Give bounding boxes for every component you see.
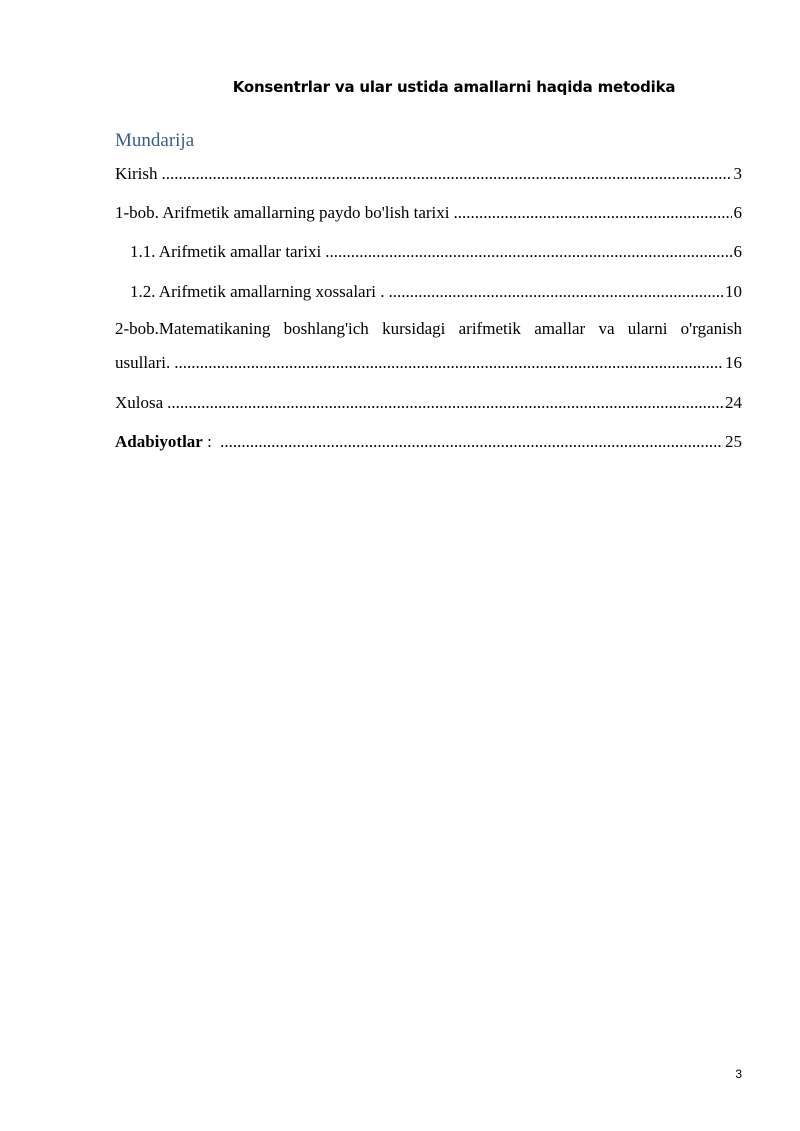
toc-entry-label-rest: : (202, 432, 217, 451)
toc-heading: Mundarija (115, 130, 195, 151)
toc-entry-label: 1-bob. Arifmetik amallarning paydo bo'lish tarixi (115, 203, 450, 222)
page-number: 3 (735, 1067, 742, 1081)
toc-leader-dots (388, 281, 723, 303)
toc-entry-label-wrap (115, 431, 216, 453)
toc-entry-page: 16 (725, 353, 742, 372)
toc-entry-section-1-2[interactable] (130, 281, 742, 303)
toc-leader-dots (454, 202, 732, 224)
toc-entry-label: 1.2. Arifmetik amallarning xossalari . (130, 282, 385, 301)
toc-entry-label: Xulosa (115, 393, 164, 412)
toc-entry-page: 24 (725, 393, 742, 412)
toc-entry-label: usullari. (115, 353, 171, 372)
toc-entry-page: 6 (733, 242, 742, 261)
toc-entry-chapter-1[interactable] (115, 202, 742, 224)
toc-entry-label: 1.1. Arifmetik amallar tarixi (130, 242, 322, 261)
toc-entry-page: 25 (725, 432, 742, 451)
toc-entry-xulosa[interactable] (115, 392, 742, 414)
toc-leader-dots (325, 241, 731, 263)
toc-entry-chapter-2-line1[interactable]: 2-bob.Matematikaning boshlang'ich kursidagi arifmetik amallar va ularni o'rganish (115, 319, 742, 338)
toc-entry-adabiyotlar[interactable] (115, 431, 742, 453)
document-title: Konsentrlar va ular ustida amallarni haqida metodika (232, 78, 676, 96)
toc-leader-dots (167, 392, 723, 414)
toc-leader-dots (174, 352, 723, 374)
toc-entry-section-1-1[interactable] (130, 241, 742, 263)
toc-entry-page: 3 (733, 164, 742, 183)
toc-leader-dots (162, 163, 732, 185)
toc-entry-label-bold: Adabiyotlar (115, 432, 203, 451)
toc-entry-kirish[interactable] (115, 163, 742, 185)
toc-entry-chapter-2[interactable] (115, 352, 742, 374)
toc-entry-label: Kirish (115, 164, 158, 183)
toc-entry-page: 10 (725, 282, 742, 301)
toc-entry-page: 6 (733, 203, 742, 222)
toc-leader-dots (220, 431, 723, 453)
